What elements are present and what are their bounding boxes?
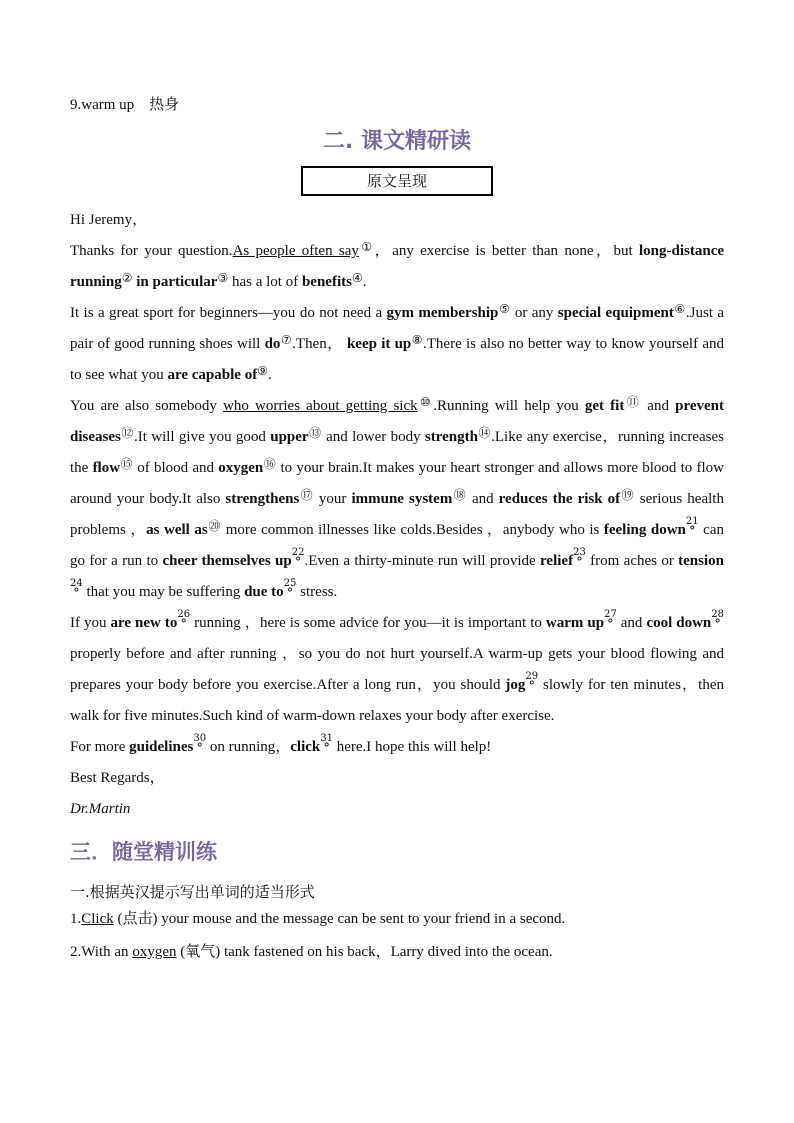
note-number-circled: ⑳ [207,519,222,533]
key-phrase: click [290,739,321,755]
text-run: and [641,398,676,414]
key-phrase: strengthens [225,491,300,507]
key-phrase: prevent diseases [70,398,724,445]
letter-paragraph [70,391,724,608]
original-text-box-label: 原文呈现 [366,172,427,190]
text-run: (点击) your mouse and the message can be sent to your friend in a second. [113,911,566,927]
underlined-phrase: As people often say [232,243,359,259]
key-phrase: due to [244,584,284,600]
key-phrase: are new to [110,615,178,631]
text-run: .Like any exercise，running increases the [70,429,724,476]
underlined-phrase: Click [81,911,114,927]
note-number-29: 29 ° [525,671,539,694]
text-run: .Running will help you [433,398,585,414]
text-run: slowly for ten minutes，then walk for five minutes.Such kind of warm-down relaxes your body after exercise. [70,677,724,724]
text-run: .Just a pair of good running shoes will [70,305,725,352]
text-run: running ，here is some advice for you—it is important to [190,615,546,631]
key-phrase: tension [678,553,724,569]
text-run: You are also somebody [70,398,224,414]
note-number-circled: ⑩ [417,395,434,409]
note-number-circled: ② [121,271,133,285]
note-number-circled: ⑨ [257,364,268,378]
note-number-circled: ⑦ [280,333,293,347]
key-phrase: get fit [584,398,625,414]
key-phrase: benefits [301,274,352,290]
key-phrase: as well as [146,522,208,538]
key-phrase: keep it up [346,336,412,352]
text-run: Dr.Martin [70,801,131,817]
note-number-circled: ① [358,240,375,254]
letter-paragraph [70,236,724,298]
text-run: here.I hope this will help! [333,739,492,755]
letter-body [70,205,724,825]
note-number-circled: ⑪ [624,395,642,409]
letter-paragraph [70,298,724,391]
note-number-27: 27 ° [604,609,617,632]
note-number-21: 21 ° [685,516,699,539]
key-phrase: special equipment [557,305,674,321]
exercise-list [70,903,724,969]
letter-paragraph [70,763,724,794]
text-run: or any [510,305,558,321]
note-number-26: 26 ° [177,609,191,632]
key-phrase: warm up [545,615,605,631]
letter-paragraph [70,732,724,763]
text-run: of blood and [133,460,219,476]
key-phrase: guidelines [129,739,194,755]
text-run: For more [70,739,130,755]
note-number-circled: ⑤ [498,302,511,316]
text-run: .Then， [292,336,347,352]
note-number-circled: ⑧ [411,333,424,347]
text-run: properly before and after running ，so you do not hurt yourself.A warm-up gets your blood flowing and prepares your body before you exercise.After a long run，you should [70,646,724,693]
key-phrase: upper [270,429,309,445]
text-run: stress. [296,584,338,600]
note-number-circled: ⑰ [299,488,314,502]
text-run: and [466,491,499,507]
note-number-circled: ⑲ [620,488,635,502]
note-number-22: 22 ° [291,547,305,570]
note-number-31: 31 ° [320,733,333,756]
text-run: from aches or [585,553,679,569]
text-run: your [313,491,352,507]
note-number-circled: ⑭ [477,426,492,440]
text-run: ，any exercise is better than none，but [374,243,639,259]
exercise-item [70,903,724,936]
text-run: and [616,615,647,631]
text-run: If you [70,615,111,631]
note-number-25: 25 ° [283,578,297,601]
text-run: 1. [70,911,82,927]
text-run: can go for a run to [70,522,724,569]
key-phrase: strength [424,429,478,445]
key-phrase: do [264,336,281,352]
exercise-instructions: 一.根据英汉提示写出单词的适当形式 [70,883,315,901]
key-phrase: reduces the risk of [498,491,621,507]
note-number-circled: ④ [351,271,363,285]
key-phrase: are capable of [167,367,258,383]
text-run: .Even a thirty-minute run will provide [304,553,541,569]
key-phrase: oxygen [218,460,264,476]
text-run: has a lot of [228,274,302,290]
exercise-item [70,936,724,969]
note-number-23: 23 ° [573,547,586,570]
text-run: and lower body [321,429,425,445]
text-run: .It will give you good [134,429,271,445]
note-number-30: 30 ° [193,733,207,756]
letter-paragraph [70,608,724,732]
text-run: It is a great sport for beginners—you do not need a [70,305,387,321]
text-run: Best Regards， [70,770,165,786]
text-run: that you may be suffering [82,584,245,600]
text-run: Hi Jeremy， [70,212,148,228]
note-number-circled: ⑬ [308,426,322,440]
text-run: on running， [206,739,291,755]
section-heading-text-study: 二. 课文精研读 [322,129,472,154]
text-run: serious health problems ， [70,491,724,538]
text-run: to your brain.It makes your heart stronger and allows more blood to flow around your body.It also [70,460,725,507]
key-phrase: relief [540,553,574,569]
note-number-circled: ⑯ [263,457,277,471]
key-phrase: flow [92,460,121,476]
note-number-28: 28 ° [711,609,725,632]
text-run: . [362,274,367,290]
section-heading-practice: 三．随堂精训练 [70,840,217,864]
note-number-circled: ⑮ [120,457,134,471]
key-phrase: feeling down [603,522,686,538]
key-phrase: gym membership [386,305,499,321]
key-phrase: cool down [646,615,712,631]
text-run: 2.With an [70,944,133,960]
text-run: .There is also no better way to know yourself and to see what you [70,336,724,383]
text-run: more common illnesses like colds.Besides ，anybody who is [221,522,604,538]
note-number-24: 24 ° [70,578,83,601]
text-run: . [267,367,272,383]
key-phrase: in particular [132,274,218,290]
underlined-phrase: who worries about getting sick [223,398,418,414]
vocab-item-9: 9.warm up 热身 [70,97,180,113]
key-phrase: long-distance running [70,243,725,290]
key-phrase: immune system [351,491,453,507]
text-run: Thanks for your question. [70,243,233,259]
key-phrase: cheer themselves up [162,553,292,569]
text-run: (氧气) tank fastened on his back，Larry dived into the ocean. [176,944,553,960]
note-number-circled: ③ [217,271,229,285]
letter-paragraph [70,205,724,236]
key-phrase: jog [505,677,526,693]
letter-paragraph [70,794,724,825]
note-number-circled: ⑫ [120,426,135,440]
underlined-phrase: oxygen [132,944,177,960]
note-number-circled: ⑱ [452,488,467,502]
note-number-circled: ⑥ [673,302,686,316]
original-text-box [301,166,493,196]
